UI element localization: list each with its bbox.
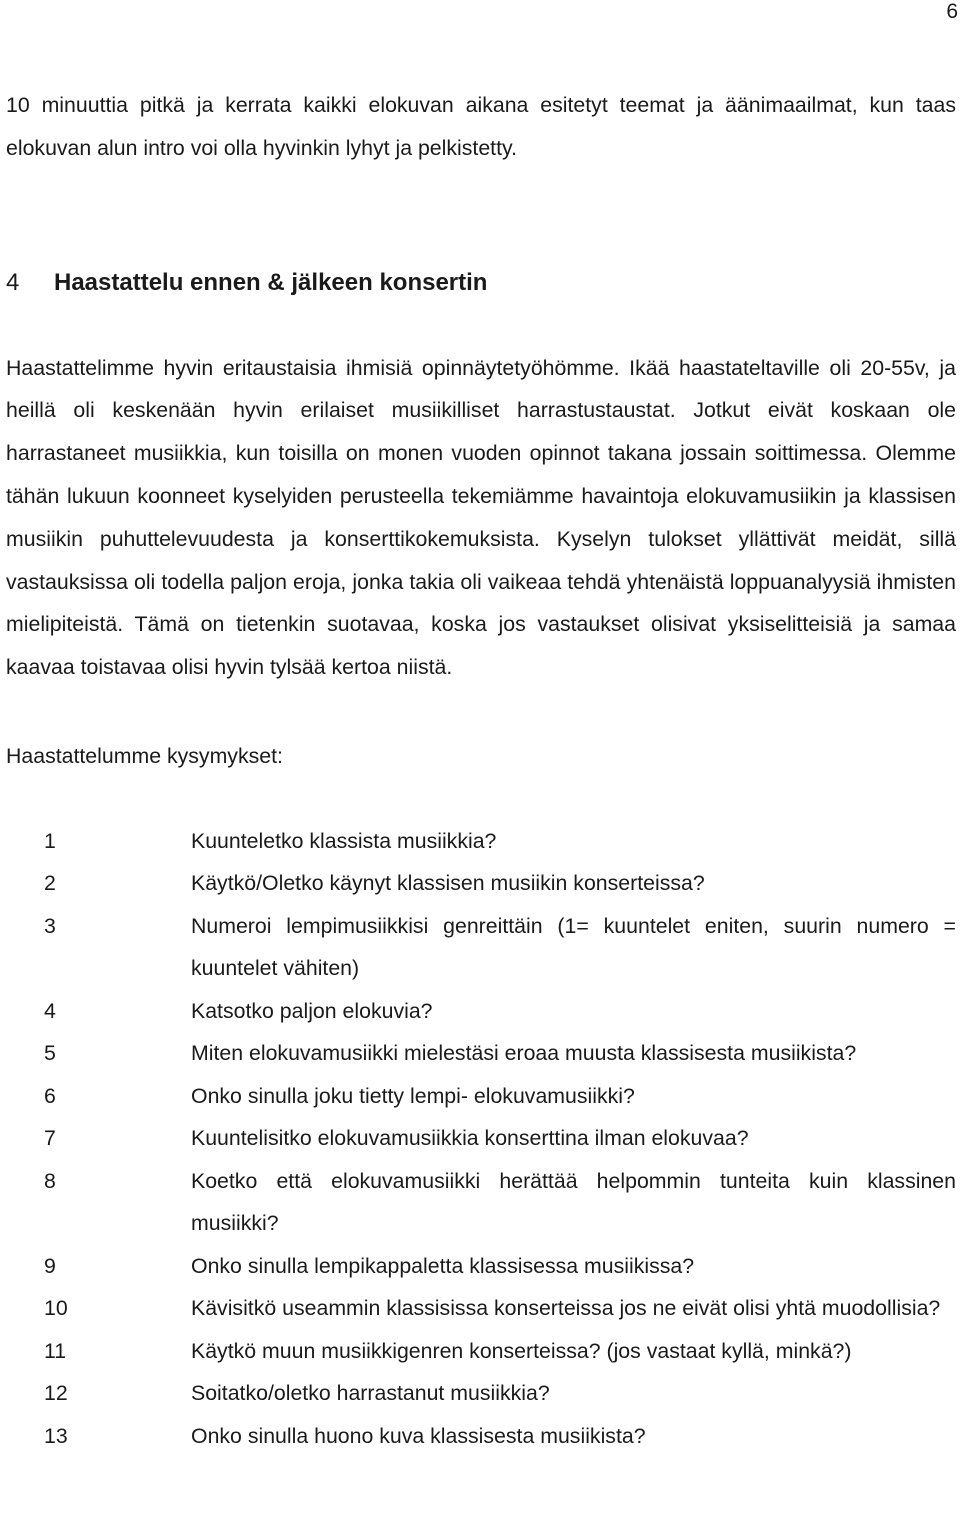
question-number: 1 — [44, 828, 56, 853]
section-number: 4 — [6, 268, 20, 296]
question-number: 13 — [44, 1423, 68, 1448]
question-number: 8 — [44, 1168, 56, 1193]
question-text: Käytkö muun musiikkigenren konserteissa? (jos vastaat kyllä, minkä?) — [191, 1338, 852, 1363]
section-title: Haastattelu ennen & jälkeen konsertin — [54, 268, 488, 296]
body-paragraph: Haastattelimme hyvin eritaustaisia ihmisiä opinnäytetyöhömme. Ikää haastateltaville oli 20-55v, ja heillä oli keskenään hyvin erilaiset musiikilliset harrastustaustat. Jotkut eivät koskaan ole harrastaneet musiikkia, kun toisilla on monen vuoden opinnot takana jossain soittimessa. Olemme tähän lukuun koonneet kyselyiden perusteella tekemiämme havaintoja elokuvamusiikin ja klassisen musiikin puhuttelevuudesta ja konserttikokemuksista. Kyselyn tulokset yllättivät meidät, sillä vastauksissa oli todella paljon eroja, jonka takia oli vaikeaa tehdä yhtenäistä loppuanalyysiä ihmisten mielipiteistä. Tämä on tietenkin suotavaa, koska jos vastaukset olisivat yksiselitteisiä ja samaa kaavaa toistavaa olisi hyvin tylsää kertoa niistä. — [6, 355, 956, 680]
question-item — [6, 1160, 956, 1245]
question-text: Katsotko paljon elokuvia? — [191, 998, 433, 1023]
question-text: Onko sinulla joku tietty lempi- elokuvamusiikki? — [191, 1083, 635, 1108]
intro-paragraph: 10 minuuttia pitkä ja kerrata kaikki elokuvan aikana esitetyt teemat ja äänimaailmat, kun taas elokuvan alun intro voi olla hyvinkin lyhyt ja pelkistetty. — [6, 93, 956, 160]
questions-list — [6, 820, 956, 1458]
question-number: 4 — [44, 998, 56, 1023]
question-item — [6, 862, 956, 905]
question-number: 12 — [44, 1381, 68, 1406]
question-item — [6, 820, 956, 863]
question-number: 2 — [44, 871, 56, 896]
question-text: Onko sinulla huono kuva klassisesta musiikista? — [191, 1423, 646, 1448]
question-number: 6 — [44, 1083, 56, 1108]
questions-title: Haastattelumme kysymykset: — [6, 743, 283, 768]
question-text: Onko sinulla lempikappaletta klassisessa musiikissa? — [191, 1253, 695, 1278]
question-item — [6, 1117, 956, 1160]
question-text: Koetko että elokuvamusiikki herättää helpommin tunteita kuin klassinen musiikki? — [191, 1168, 956, 1236]
question-text: Kuunteletko klassista musiikkia? — [191, 828, 497, 853]
question-text: Kuuntelisitko elokuvamusiikkia konserttina ilman elokuvaa? — [191, 1126, 749, 1151]
question-text: Miten elokuvamusiikki mielestäsi eroaa muusta klassisesta musiikista? — [191, 1041, 857, 1066]
question-text: Soitatko/oletko harrastanut musiikkia? — [191, 1381, 550, 1406]
question-number: 11 — [44, 1338, 67, 1363]
question-number: 7 — [44, 1126, 56, 1151]
page-number: 6 — [946, 0, 958, 23]
question-item — [6, 1032, 956, 1075]
question-item — [6, 1372, 956, 1415]
document-content — [6, 84, 956, 1457]
question-text: Numeroi lempimusiikkisi genreittäin (1= kuuntelet eniten, suurin numero = kuuntelet vähiten) — [191, 913, 956, 981]
question-item — [6, 1330, 956, 1373]
question-item — [6, 1075, 956, 1118]
question-item — [6, 1415, 956, 1458]
question-number: 3 — [44, 913, 56, 938]
question-item — [6, 1287, 956, 1330]
question-text: Käytkö/Oletko käynyt klassisen musiikin konserteissa? — [191, 871, 705, 896]
question-item — [6, 1245, 956, 1288]
question-text: Kävisitkö useammin klassisissa konserteissa jos ne eivät olisi yhtä muodollisia? — [191, 1296, 941, 1321]
question-number: 9 — [44, 1253, 56, 1278]
question-item — [6, 990, 956, 1033]
section-heading — [6, 267, 956, 299]
question-number: 10 — [44, 1296, 68, 1321]
question-item — [6, 905, 956, 990]
question-number: 5 — [44, 1041, 56, 1066]
